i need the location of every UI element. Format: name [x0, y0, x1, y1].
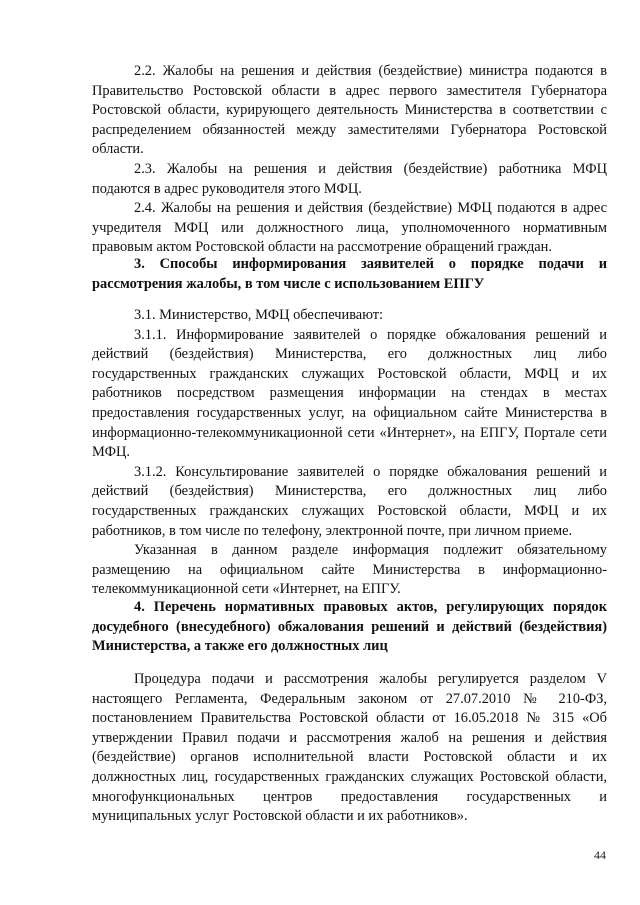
paragraph-3-1-2: 3.1.2. Консультирование заявителей о порядке обжалования решений и действий (бездействия) Министерства, его должностных лиц либо государственных гражданских служащих Ростовской области, МФЦ и их работников, в том числе по телефону, электронной почте, при личном приеме.	[92, 463, 607, 539]
section-2-text	[92, 62, 607, 258]
section-4-heading: 4. Перечень нормативных правовых актов, регулирующих порядок досудебного (внесудебного) обжалования решений и действий (бездействия) Министерства, а также его должностных лиц	[92, 599, 607, 655]
paragraph-3-1: 3.1. Министерство, МФЦ обеспечивают:	[134, 307, 384, 323]
page-number: 44	[594, 848, 606, 862]
paragraph-2-2: 2.2. Жалобы на решения и действия (бездействие) министра подаются в Правительство Ростовской области в адрес первого заместителя Губернатора Ростовской области, курирующего деятельность Министерства в соответствии с распределением обязанностей между заместителями Губернатора Ростовской области.	[92, 63, 607, 158]
section-4-text	[92, 670, 607, 827]
section-4-heading-block	[92, 598, 607, 657]
section-3-heading-block	[92, 255, 607, 294]
paragraph-4-procedure: Процедура подачи и рассмотрения жалобы регулируется разделом V настоящего Регламента, Федеральным законом от 27.07.2010 № 210-ФЗ, постановлением Правительства Ростовской области от 16.05.2018 № 315 «Об утверждении Правил подачи и рассмотрения жалоб на решения и действия (бездействие) органов исполнительной власти Ростовской области и их должностных лиц, государственных гражданских служащих Ростовской области, многофункциональных центров предоставления государственных и муниципальных услуг Ростовской области и их работников».	[92, 671, 607, 825]
section-3-text	[92, 306, 607, 600]
paragraph-3-1-1: 3.1.1. Информирование заявителей о порядке обжалования решений и действий (бездействия) Министерства, его должностных лиц либо государственных гражданских служащих Ростовской области, МФЦ и их работников посредством размещения информации на стендах в местах предоставления государственных услуг, на официальном сайте Министерства в информационно-телекоммуникационной сети «Интернет», на ЕПГУ, Портале сети МФЦ.	[92, 326, 607, 461]
paragraph-2-4: 2.4. Жалобы на решения и действия (бездействие) МФЦ подаются в адрес учредителя МФЦ или должностного лица, уполномоченного нормативным правовым актом Ростовской области на рассмотрение обращений граждан.	[92, 200, 607, 256]
paragraph-2-3: 2.3. Жалобы на решения и действия (бездействие) работника МФЦ подаются в адрес руководителя этого МФЦ.	[92, 160, 607, 197]
paragraph-3-note: Указанная в данном разделе информация подлежит обязательному размещению на официальном сайте Министерства в информационно-телекоммуникационной сети «Интернет, на ЕПГУ.	[92, 542, 607, 598]
section-3-heading: 3. Способы информирования заявителей о порядке подачи и рассмотрения жалобы, в том числе с использованием ЕПГУ	[92, 256, 607, 292]
